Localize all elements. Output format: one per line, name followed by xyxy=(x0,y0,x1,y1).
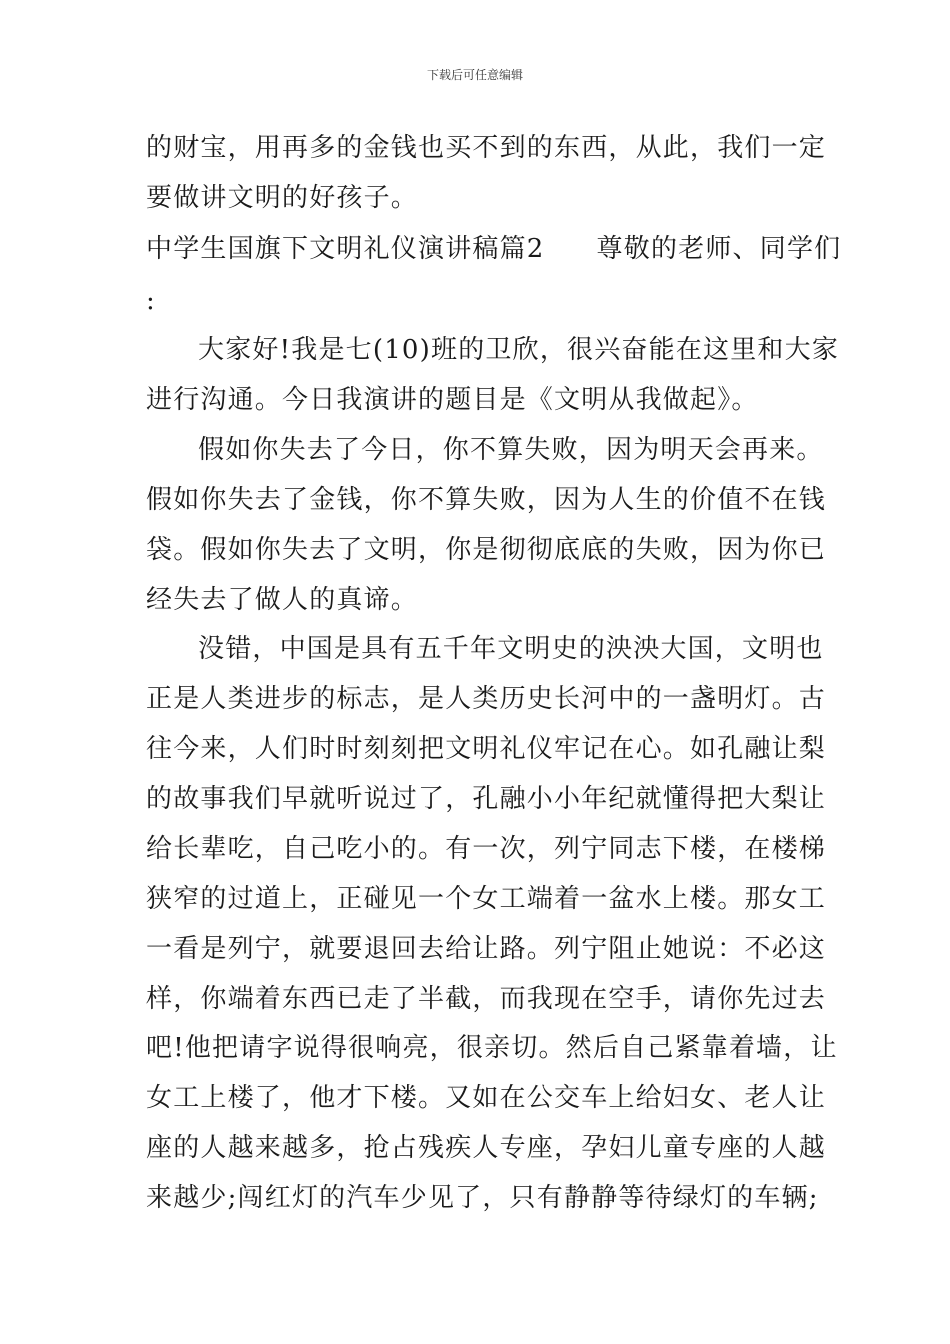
text-line: 的故事我们早就听说过了，孔融小小年纪就懂得把大梨让 xyxy=(146,784,827,814)
text-line: 女工上楼了，他才下楼。又如在公交车上给妇女、老人让 xyxy=(146,1083,827,1113)
text-line: 进行沟通。今日我演讲的题目是《文明从我做起》。 xyxy=(146,385,759,415)
header-note: 下载后可任意编辑 xyxy=(426,68,523,82)
heading-colon: : xyxy=(146,286,156,316)
section-heading xyxy=(146,232,841,266)
text-line: 正是人类进步的标志，是人类历史长河中的一盏明灯。古 xyxy=(146,684,827,714)
text-line: 样，你端着东西已走了半截，而我现在空手，请你先过去 xyxy=(146,984,827,1014)
text-line: 给长辈吃，自己吃小的。有一次，列宁同志下楼，在楼梯 xyxy=(146,834,827,864)
heading-title: 中学生国旗下文明礼仪演讲稿篇2 xyxy=(146,234,545,264)
text-line: 假如你失去了今日，你不算失败，因为明天会再来。 xyxy=(198,435,824,465)
text-line: 要做讲文明的好孩子。 xyxy=(146,183,419,213)
text-line: 座的人越来越多，抢占残疾人专座，孕妇儿童专座的人越 xyxy=(146,1133,827,1163)
text-line: 袋。假如你失去了文明，你是彻彻底底的失败，因为你已 xyxy=(146,535,827,565)
text-line: 的财宝，用再多的金钱也买不到的东西，从此，我们一定 xyxy=(146,133,827,163)
heading-salutation: 尊敬的老师、同学们 xyxy=(596,234,842,264)
text-line: 没错，中国是具有五千年文明史的泱泱大国，文明也 xyxy=(198,634,824,664)
text-line: 来越少;闯红灯的汽车少见了，只有静静等待绿灯的车辆; xyxy=(146,1183,819,1213)
text-line: 假如你失去了金钱，你不算失败，因为人生的价值不在钱 xyxy=(146,485,827,515)
text-line: 狭窄的过道上，正碰见一个女工端着一盆水上楼。那女工 xyxy=(146,884,827,914)
text-line: 吧!他把请字说得很响亮，很亲切。然后自己紧靠着墙，让 xyxy=(146,1033,838,1063)
text-line: 经失去了做人的真谛。 xyxy=(146,585,419,615)
text-line: 一看是列宁，就要退回去给让路。列宁阻止她说：不必这 xyxy=(146,934,827,964)
text-line: 往今来，人们时时刻刻把文明礼仪牢记在心。如孔融让梨 xyxy=(146,734,827,764)
text-line: 大家好!我是七(10)班的卫欣，很兴奋能在这里和大家 xyxy=(198,335,840,365)
